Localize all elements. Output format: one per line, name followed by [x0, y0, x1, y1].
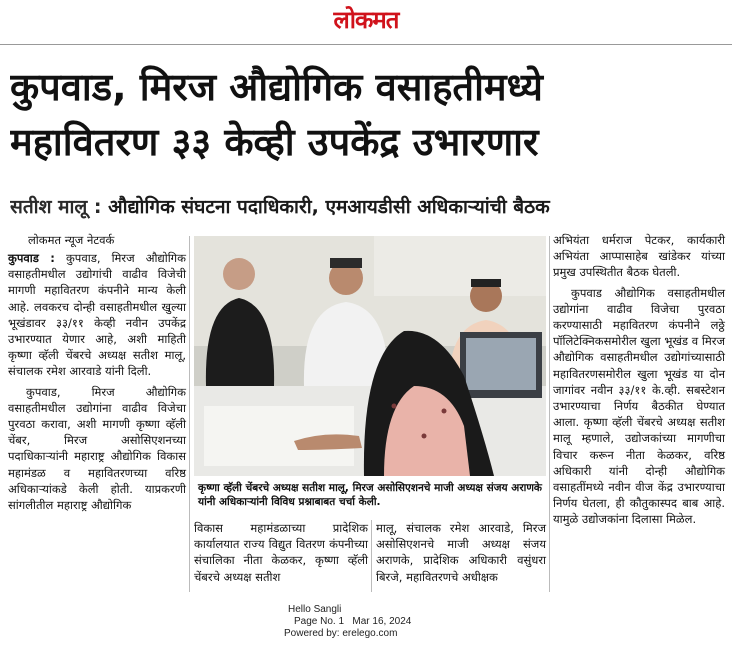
meeting-photo-illustration [194, 236, 546, 476]
byline: लोकमत न्यूज नेटवर्क [28, 233, 115, 247]
article-paragraph: अभियंता धर्मराज पेटकर, कार्यकारी अभियंता आप्पासाहेब खांडेकर यांच्या प्रमुख उपस्थितीत बैठक घेतली. [553, 233, 725, 280]
dateline: कुपवाड : [8, 251, 55, 265]
footer-page: Page No. 1 [294, 616, 345, 627]
headline-line-2: महावितरण ३३ केव्ही उपकेंद्र उभारणार [10, 120, 539, 164]
headline-line-1: कुपवाड, मिरज औद्योगिक वसाहतीमध्ये [10, 65, 543, 109]
footer-powered-by: Powered by: erelego.com [284, 628, 398, 639]
article-paragraph: कुपवाड, मिरज औद्योगिक वसाहतीमधील उद्योगांना वाढीव विजेचा पुरवठा करावा, अशी मागणी कृष्णा व्हॅली चेंबर, मिरज असोसिएशनच्या पदाधिकाऱ्यांनी महाराष्ट्र औद्योगिक विकास महामंडळ व महावितरणच्या वरिष्ठ अधिकाऱ्यांकडे केली होती. याप्रकरणी सांगलीतील महाराष्ट्र औद्योगिक [8, 384, 186, 513]
meeting-photo [194, 236, 546, 476]
column-divider [189, 236, 190, 592]
masthead [0, 0, 732, 46]
subheadline-lead: सतीश मालू : [10, 196, 102, 218]
masthead-rule [0, 44, 732, 45]
page-footer [240, 604, 480, 640]
footer-edition: Hello Sangli [288, 604, 342, 615]
column-divider [549, 236, 550, 592]
footer-page-date [240, 616, 480, 628]
footer-date: Mar 16, 2024 [352, 616, 412, 627]
article-column-1 [8, 232, 186, 588]
article-text: कुपवाड, मिरज औद्योगिक वसाहतीमधील उद्योगांची वाढीव विजेची मागणी महावितरण कंपनीने मान्य केली आहे. लवकरच दोन्ही वसाहतीमधील खुल्या भूखंडावर ३३/११ केव्ही नवीन उपकेंद्र उभारण्यात येणार आहे, अशी माहिती कृष्णा व्हॅली चेंबरचे अध्यक्ष सतीश मालू, संचालक रमेश आरवाडे यांनी दिली. [8, 251, 186, 379]
column-divider [371, 520, 372, 592]
article-column-4 [553, 232, 725, 592]
photo-caption: कृष्णा व्हॅली चेंबरचे अध्यक्ष सतीश मालू, मिरज असोसिएशनचे माजी अध्यक्ष संजय अराणके यांनी अधिकाऱ्यांनी विविध प्रश्नाबाबत चर्चा केली. [198, 482, 542, 508]
article-paragraph [8, 250, 186, 380]
subheadline-text: औद्योगिक संघटना पदाधिकारी, एमआयडीसी अधिकाऱ्यांची बैठक [108, 196, 550, 218]
article-column-3: मालू, संचालक रमेश आरवाडे, मिरज असोसिएशनचे माजी अध्यक्ष संजय अराणके, प्रादेशिक अधिकारी वसुंधरा बिरजे, महावितरणचे अधीक्षक [376, 521, 546, 584]
lokmat-logo: लोकमत [333, 6, 399, 34]
subheadline [10, 192, 725, 222]
article-paragraph: कुपवाड औद्योगिक वसाहतीमधील उद्योगांना वाढीव विजेचा पुरवठा करण्यासाठी महावितरण कंपनीने लठ्ठे पॉलिटेक्निकसमोरील खुला भूखंड व मिरज औद्योगिक वसाहतीमधील उद्योगांच्यासाठी महावितरणसमोरील खुला भूखंड या दोन जागांवर नवीन ३३/११ के.व्ही. सबस्टेशन उभारण्याचा निर्णय बैठकीत घेण्यात आला. कृष्णा व्हॅली चेंबरचे अध्यक्ष सतीश मालू म्हणाले, उद्योजकांच्या मागणीचा विचार करून नीता केळकर, वरिष्ठ अधिकारी यांनी दोन्ही औद्योगिक वसाहतींमध्ये नवीन वीज केंद्र उभारण्याचा निर्णय घेतला, ही कौतुकास्पद बाब आहे. यामुळे उद्योजकांना दिलासा मिळेल. [553, 285, 725, 527]
article-column-2: विकास महामंडळाच्या प्रादेशिक कार्यालयात राज्य विद्युत वितरण कंपनीच्या संचालिका नीता केळकर, कृष्णा व्हॅली चेंबरचे अध्यक्ष सतीश [194, 521, 368, 584]
